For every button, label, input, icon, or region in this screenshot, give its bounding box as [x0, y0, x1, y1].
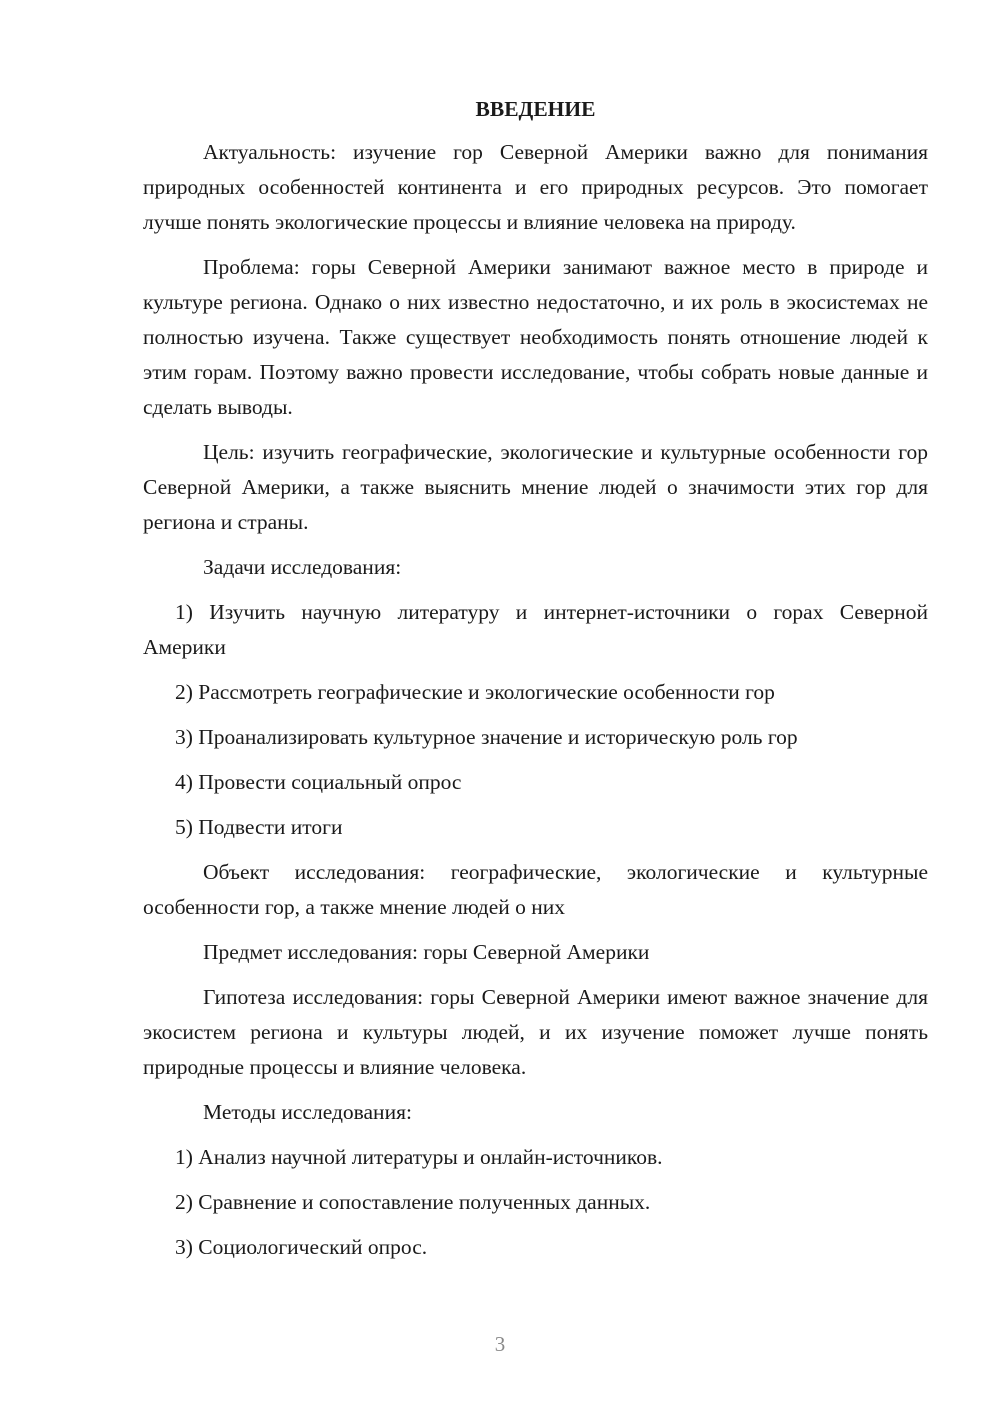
relevance-paragraph: Актуальность: изучение гор Северной Америки важно для понимания природных особенностей континента и его природных ресурсов. Это помогает лучше понять экологические процессы и влияние человека на природу.	[143, 140, 928, 234]
tasks-list	[143, 595, 928, 845]
methods-list	[143, 1140, 928, 1265]
section-title: ВВЕДЕНИЕ	[475, 97, 596, 121]
document-page	[143, 92, 928, 1275]
list-item: 5) Подвести итоги	[175, 815, 343, 839]
tasks-heading: Задачи исследования:	[203, 555, 402, 579]
list-item: 2) Рассмотреть географические и экологические особенности гор	[175, 680, 775, 704]
methods-heading: Методы исследования:	[203, 1100, 412, 1124]
hypothesis-paragraph: Гипотеза исследования: горы Северной Америки имеют важное значение для экосистем региона и культуры людей, и их изучение поможет лучше понять природные процессы и влияние человека.	[143, 985, 928, 1079]
subject-paragraph: Предмет исследования: горы Северной Америки	[203, 940, 650, 964]
list-item: 1) Изучить научную литературу и интернет-источники о горах Северной Америки	[143, 600, 928, 659]
object-paragraph: Объект исследования: географические, экологические и культурные особенности гор, а также мнение людей о них	[143, 860, 928, 919]
list-item: 1) Анализ научной литературы и онлайн-источников.	[175, 1145, 663, 1169]
page-number: 3	[494, 1332, 506, 1356]
list-item: 3) Социологический опрос.	[175, 1235, 428, 1259]
goal-paragraph: Цель: изучить географические, экологические и культурные особенности гор Северной Америки, а также выяснить мнение людей о значимости этих гор для региона и страны.	[143, 440, 928, 534]
list-item: 4) Провести социальный опрос	[175, 770, 462, 794]
list-item: 2) Сравнение и сопоставление полученных данных.	[175, 1190, 651, 1214]
problem-paragraph: Проблема: горы Северной Америки занимают важное место в природе и культуре региона. Однако о них известно недостаточно, и их роль в экосистемах не полностью изучена. Также существует необходимость понять отношение людей к этим горам. Поэтому важно провести исследование, чтобы собрать новые данные и сделать выводы.	[143, 255, 928, 419]
list-item: 3) Проанализировать культурное значение и историческую роль гор	[175, 725, 798, 749]
